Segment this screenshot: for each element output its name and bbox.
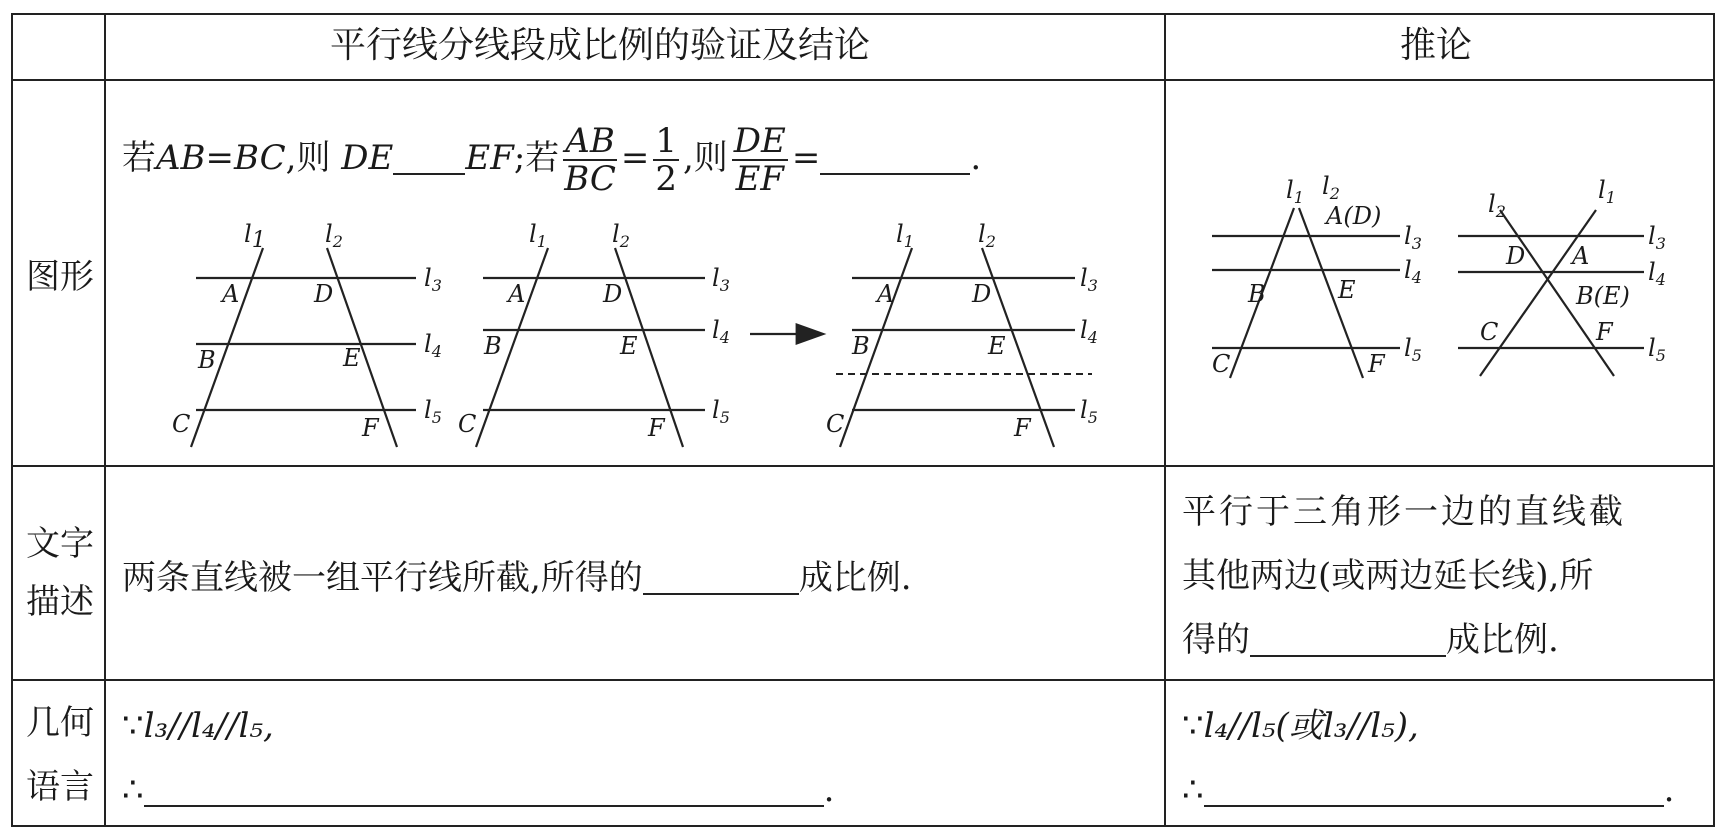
statement-de: DE [341,138,394,178]
fig3-label-l1: $l_1$ [896,220,914,251]
geometry-right-cond-b: l₃//l₅), [1322,706,1419,746]
fig5-point-A: A [1572,242,1590,270]
fraction-half-den: 2 [655,159,677,199]
text-desc-left-a: 两条直线被一组平行线所截,所得的 [122,558,643,598]
row-label-figure: 图形 [26,257,94,297]
fig2-point-B: B [484,332,502,360]
fig2-label-l4: $l_4$ [712,316,730,347]
fraction-de-ef-den: EF [735,159,785,199]
geometry-right-cond [1182,706,1419,746]
fig3-point-B: B [852,332,870,360]
answer-blank-3[interactable] [643,593,799,595]
figure-1 [172,220,442,447]
fig1-point-B: B [198,346,216,374]
fig3-point-A: A [877,280,895,308]
statement-then2: ,则 [682,138,728,178]
fig4-label-l1: $l_1$ [1286,176,1304,207]
fig5-label-l1: $l_1$ [1598,176,1616,207]
geometry-left-cond [122,706,274,746]
fig2-point-E: E [620,332,638,360]
fig4-point-C: C [1212,350,1231,378]
fraction-ab-bc-num: AB [565,121,615,161]
fig1-label-l4: $l_4$ [424,330,442,361]
fig2-point-F: F [648,414,665,442]
fig2-label-l5: $l_5$ [712,396,730,427]
therefore-symbol: ∴ [122,770,144,810]
fig2-label-l1: $l_1$ [529,220,547,251]
fig3-label-l2: $l_2$ [978,220,996,251]
fig5-label-l4: $l_4$ [1648,258,1666,289]
fig5-point-C: C [1480,318,1499,346]
figure-3 [826,220,1098,447]
fig1-point-E: E [343,344,361,372]
text-desc-right-line2: 其他两边(或两边延长线),所 [1182,556,1594,596]
fig1-label-l3: $l_3$ [424,264,442,295]
geometry-left-cond-text: l₃//l₄//l₅, [143,706,274,746]
fig5-label-l2: $l_2$ [1488,190,1506,221]
fig1-point-F: F [362,414,379,442]
figure-5 [1458,176,1666,376]
answer-blank-5[interactable] [144,805,824,807]
fig3-point-D: D [972,280,992,308]
statement-eq-2: = [791,138,821,178]
fig3-point-E: E [988,332,1006,360]
fig5-point-D: D [1506,242,1526,270]
text-desc-left-b: 成比例. [798,558,912,598]
geometry-left-concl [122,770,834,810]
fig1-label-l5: $l_5$ [424,396,442,427]
fig1-label-l2: $l_2$ [325,220,343,251]
fig2-point-C: C [458,410,477,438]
fig4-point-E: E [1338,276,1356,304]
fig2-label-l2: $l_2$ [612,220,630,251]
fraction-de-ef-num: DE [733,121,786,161]
fig2-label-l3: $l_3$ [712,264,730,295]
figure-2 [458,220,730,447]
statement-ef: EF [465,138,514,178]
text-desc-right-line1: 平行于三角形一边的直线截 [1182,492,1626,532]
geometry-right-concl [1182,770,1674,810]
row-label-geometry-2: 语言 [26,767,94,807]
row-label-geometry-1: 几何 [26,703,94,743]
text-desc-right-3a: 得的 [1182,620,1250,660]
statement-ab-eq-bc: AB=BC [156,138,286,178]
fig1-point-A: A [222,280,240,308]
fig4-point-F: F [1368,350,1385,378]
answer-blank-6[interactable] [1204,805,1664,807]
fig4-point-AD: A(D) [1326,202,1382,230]
fig3-label-l4: $l_4$ [1080,316,1098,347]
row-label-text-1: 文字 [26,524,94,564]
answer-blank-4[interactable] [1250,655,1446,657]
fig4-label-l3: $l_3$ [1404,222,1422,253]
text-desc-right-3b: 成比例. [1446,620,1559,660]
fig3-label-l3: $l_3$ [1080,264,1098,295]
fig4-point-B: B [1248,280,1266,308]
fraction-half-num: 1 [655,121,677,161]
fig1-point-D: D [314,280,334,308]
fig1-label-l1: l1 [244,220,266,253]
figure-4 [1212,172,1422,378]
text-desc-right-line3 [1182,620,1559,660]
fig2-point-A: A [508,280,526,308]
geometry-right-cond-a: l₄//l₅(或 [1203,706,1323,746]
fig1-point-C: C [172,410,191,438]
because-symbol: ∵ [122,706,144,746]
statement-if1: 若 [122,138,156,178]
header-col1: 平行线分线段成比例的验证及结论 [330,25,871,66]
fig5-label-l3: $l_3$ [1648,222,1666,253]
statement-then1: ,则 [285,138,331,178]
fig5-point-F: F [1596,318,1613,346]
text-desc-left [122,558,912,598]
row-label-text-2: 描述 [26,582,94,622]
statement-if2: ;若 [513,138,560,178]
fig3-label-l5: $l_5$ [1080,396,1098,427]
therefore-symbol-right: ∴ [1182,770,1204,810]
fig4-label-l5: $l_5$ [1404,334,1422,365]
fig4-label-l4: $l_4$ [1404,256,1422,287]
fig5-point-BE: B(E) [1576,282,1630,310]
header-col2: 推论 [1400,25,1473,66]
fraction-ab-bc-den: BC [564,159,616,199]
fig5-label-l5: $l_5$ [1648,334,1666,365]
fig3-point-C: C [826,410,845,438]
fig4-label-l2: $l_2$ [1322,172,1340,203]
fig3-point-F: F [1014,414,1031,442]
fig2-point-D: D [603,280,623,308]
because-symbol-right: ∵ [1182,706,1204,746]
geometry-right-period: . [1663,770,1675,810]
geometry-left-period: . [823,770,835,810]
statement-eq-1: = [620,138,650,178]
statement-period: . [970,138,982,178]
